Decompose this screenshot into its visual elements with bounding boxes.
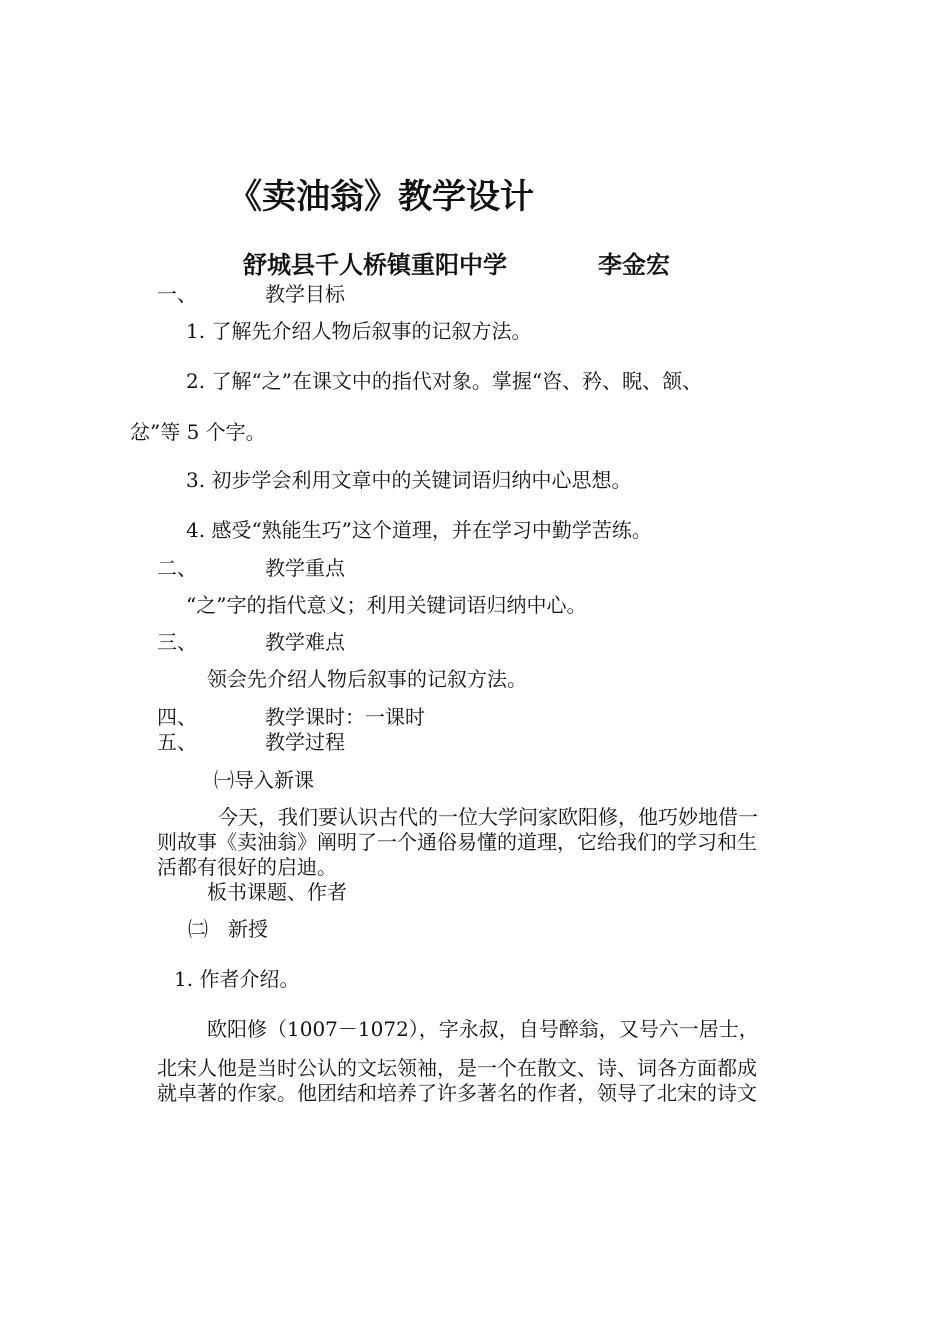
author-intro-heading: 1. 作者介绍。 — [174, 967, 300, 991]
section-label: 教学过程 — [265, 730, 345, 754]
objective-4: 4. 感受“熟能生巧”这个道理，并在学习中勤学苦练。 — [186, 518, 652, 542]
intro-line-1: 今天，我们要认识古代的一位大学问家欧阳修，他巧妙地借一 — [218, 805, 758, 829]
section-number: 四、 — [157, 705, 197, 729]
intro-line-3: 活都有很好的启迪。 — [157, 855, 337, 879]
section-label: 教学课时：一课时 — [265, 705, 425, 729]
section-heading-2 — [157, 555, 345, 581]
bio-line-1: 欧阳修（1007－1072），字永叔，自号醉翁，又号六一居士， — [207, 1017, 759, 1041]
section-heading-3 — [157, 629, 345, 655]
objective-1: 1. 了解先介绍人物后叙事的记叙方法。 — [186, 319, 532, 343]
section-label: 教学难点 — [265, 630, 345, 654]
author-name: 李金宏 — [598, 250, 670, 279]
bio-line-3: 就卓著的作家。他团结和培养了许多著名的作者，领导了北宋的诗文 — [157, 1081, 757, 1105]
objective-3: 3. 初步学会利用文章中的关键词语归纳中心思想。 — [186, 468, 632, 492]
bio-line-2: 北宋人他是当时公认的文坛领袖，是一个在散文、诗、词各方面都成 — [157, 1056, 757, 1080]
board-note: 板书课题、作者 — [207, 880, 347, 904]
section-heading-4 — [157, 704, 425, 730]
section-number: 三、 — [157, 630, 197, 654]
key-point-text: “之”字的指代意义；利用关键词语归纳中心。 — [186, 593, 587, 617]
section-label: 教学重点 — [265, 556, 345, 580]
school-name: 舒城县千人桥镇重阳中学 — [243, 250, 507, 279]
section-number: 一、 — [157, 282, 197, 306]
objective-2-line-2: 忿”等 5 个字。 — [130, 420, 266, 444]
step-1-heading: ㈠导入新课 — [214, 768, 314, 792]
section-heading-5 — [157, 729, 345, 755]
section-number: 二、 — [157, 556, 197, 580]
document-title: 《卖油翁》教学设计 — [228, 177, 534, 217]
intro-line-2: 则故事《卖油翁》阐明了一个通俗易懂的道理，它给我们的学习和生 — [157, 830, 757, 854]
objective-2-line-1: 2. 了解“之”在课文中的指代对象。掌握“咨、矜、睨、颔、 — [186, 369, 703, 393]
step-2-heading: ㈡ 新授 — [188, 917, 268, 941]
section-number: 五、 — [157, 730, 197, 754]
section-label: 教学目标 — [265, 282, 345, 306]
difficulty-text: 领会先介绍人物后叙事的记叙方法。 — [207, 667, 527, 691]
section-heading-1 — [157, 281, 345, 307]
